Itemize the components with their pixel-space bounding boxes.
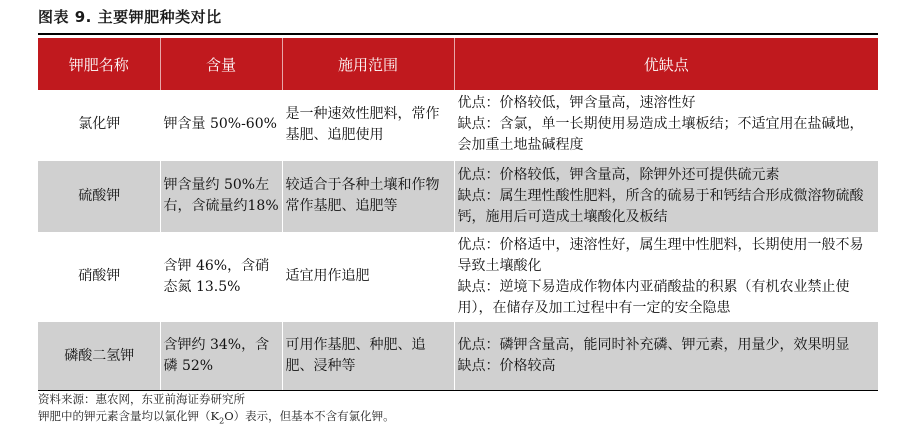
fertilizer-name: 硝酸钾 [38, 232, 160, 321]
header-name: 钾肥名称 [38, 38, 160, 90]
content-cell: 含钾 46%，含硝态氮 13.5% [160, 232, 282, 321]
figure-title: 图表 9. 主要钾肥种类对比 [38, 8, 222, 26]
usage-cell: 较适合于各种土壤和作物常作基肥、追肥等 [282, 160, 454, 232]
content-cell: 含钾约 34%，含磷 52% [160, 321, 282, 391]
fertilizer-name: 氯化钾 [38, 90, 160, 160]
pros-cons-cell: 优点：价格较低，钾含量高，除钾外还可提供硫元素 缺点：属生理性酸性肥料，所含的硫易于和钙结合形成微溶物硫酸钙，施用后可造成土壤酸化及板结 [454, 160, 878, 232]
fertilizer-name: 磷酸二氢钾 [38, 321, 160, 391]
table-row [38, 321, 878, 391]
potash-comparison-table [38, 38, 878, 392]
usage-cell: 适宜用作追肥 [282, 232, 454, 321]
usage-cell: 是一种速效性肥料，常作基肥、追肥使用 [282, 90, 454, 160]
header-usage: 施用范围 [282, 38, 454, 90]
usage-cell: 可用作基肥、种肥、追肥、浸种等 [282, 321, 454, 391]
unit-note [38, 408, 395, 425]
pros-cons-cell: 优点：价格较低，钾含量高，速溶性好 缺点：含氯，单一长期使用易造成土壤板结；不适宜用在盐碱地，会加重土地盐碱程度 [454, 90, 878, 160]
content-cell: 钾含量约 50%左右，含硫量约18% [160, 160, 282, 232]
unit-note-text: 钾肥中的钾元素含量均以氯化钾（K [38, 409, 220, 423]
title-divider [38, 33, 878, 35]
table-row [38, 90, 878, 160]
unit-note-subscript: 2 [219, 416, 225, 426]
header-content: 含量 [160, 38, 282, 90]
source-note: 资料来源：惠农网，东亚前海证券研究所 [38, 392, 245, 406]
table-row [38, 160, 878, 232]
table-header-row [38, 38, 878, 90]
pros-cons-cell: 优点：磷钾含量高，能同时补充磷、钾元素，用量少，效果明显 缺点：价格较高 [454, 321, 878, 391]
table-row [38, 232, 878, 321]
content-cell: 钾含量 50%-60% [160, 90, 282, 160]
header-pros-cons: 优缺点 [454, 38, 878, 90]
fertilizer-name: 硫酸钾 [38, 160, 160, 232]
pros-cons-cell: 优点：价格适中，速溶性好，属生理中性肥料，长期使用一般不易导致土壤酸化 缺点：逆境下易造成作物体内亚硝酸盐的积累（有机农业禁止使用），在储存及加工过程中有一定的安全隐患 [454, 232, 878, 321]
unit-note-text-end: O）表示，但基本不含有氯化钾。 [224, 409, 395, 423]
